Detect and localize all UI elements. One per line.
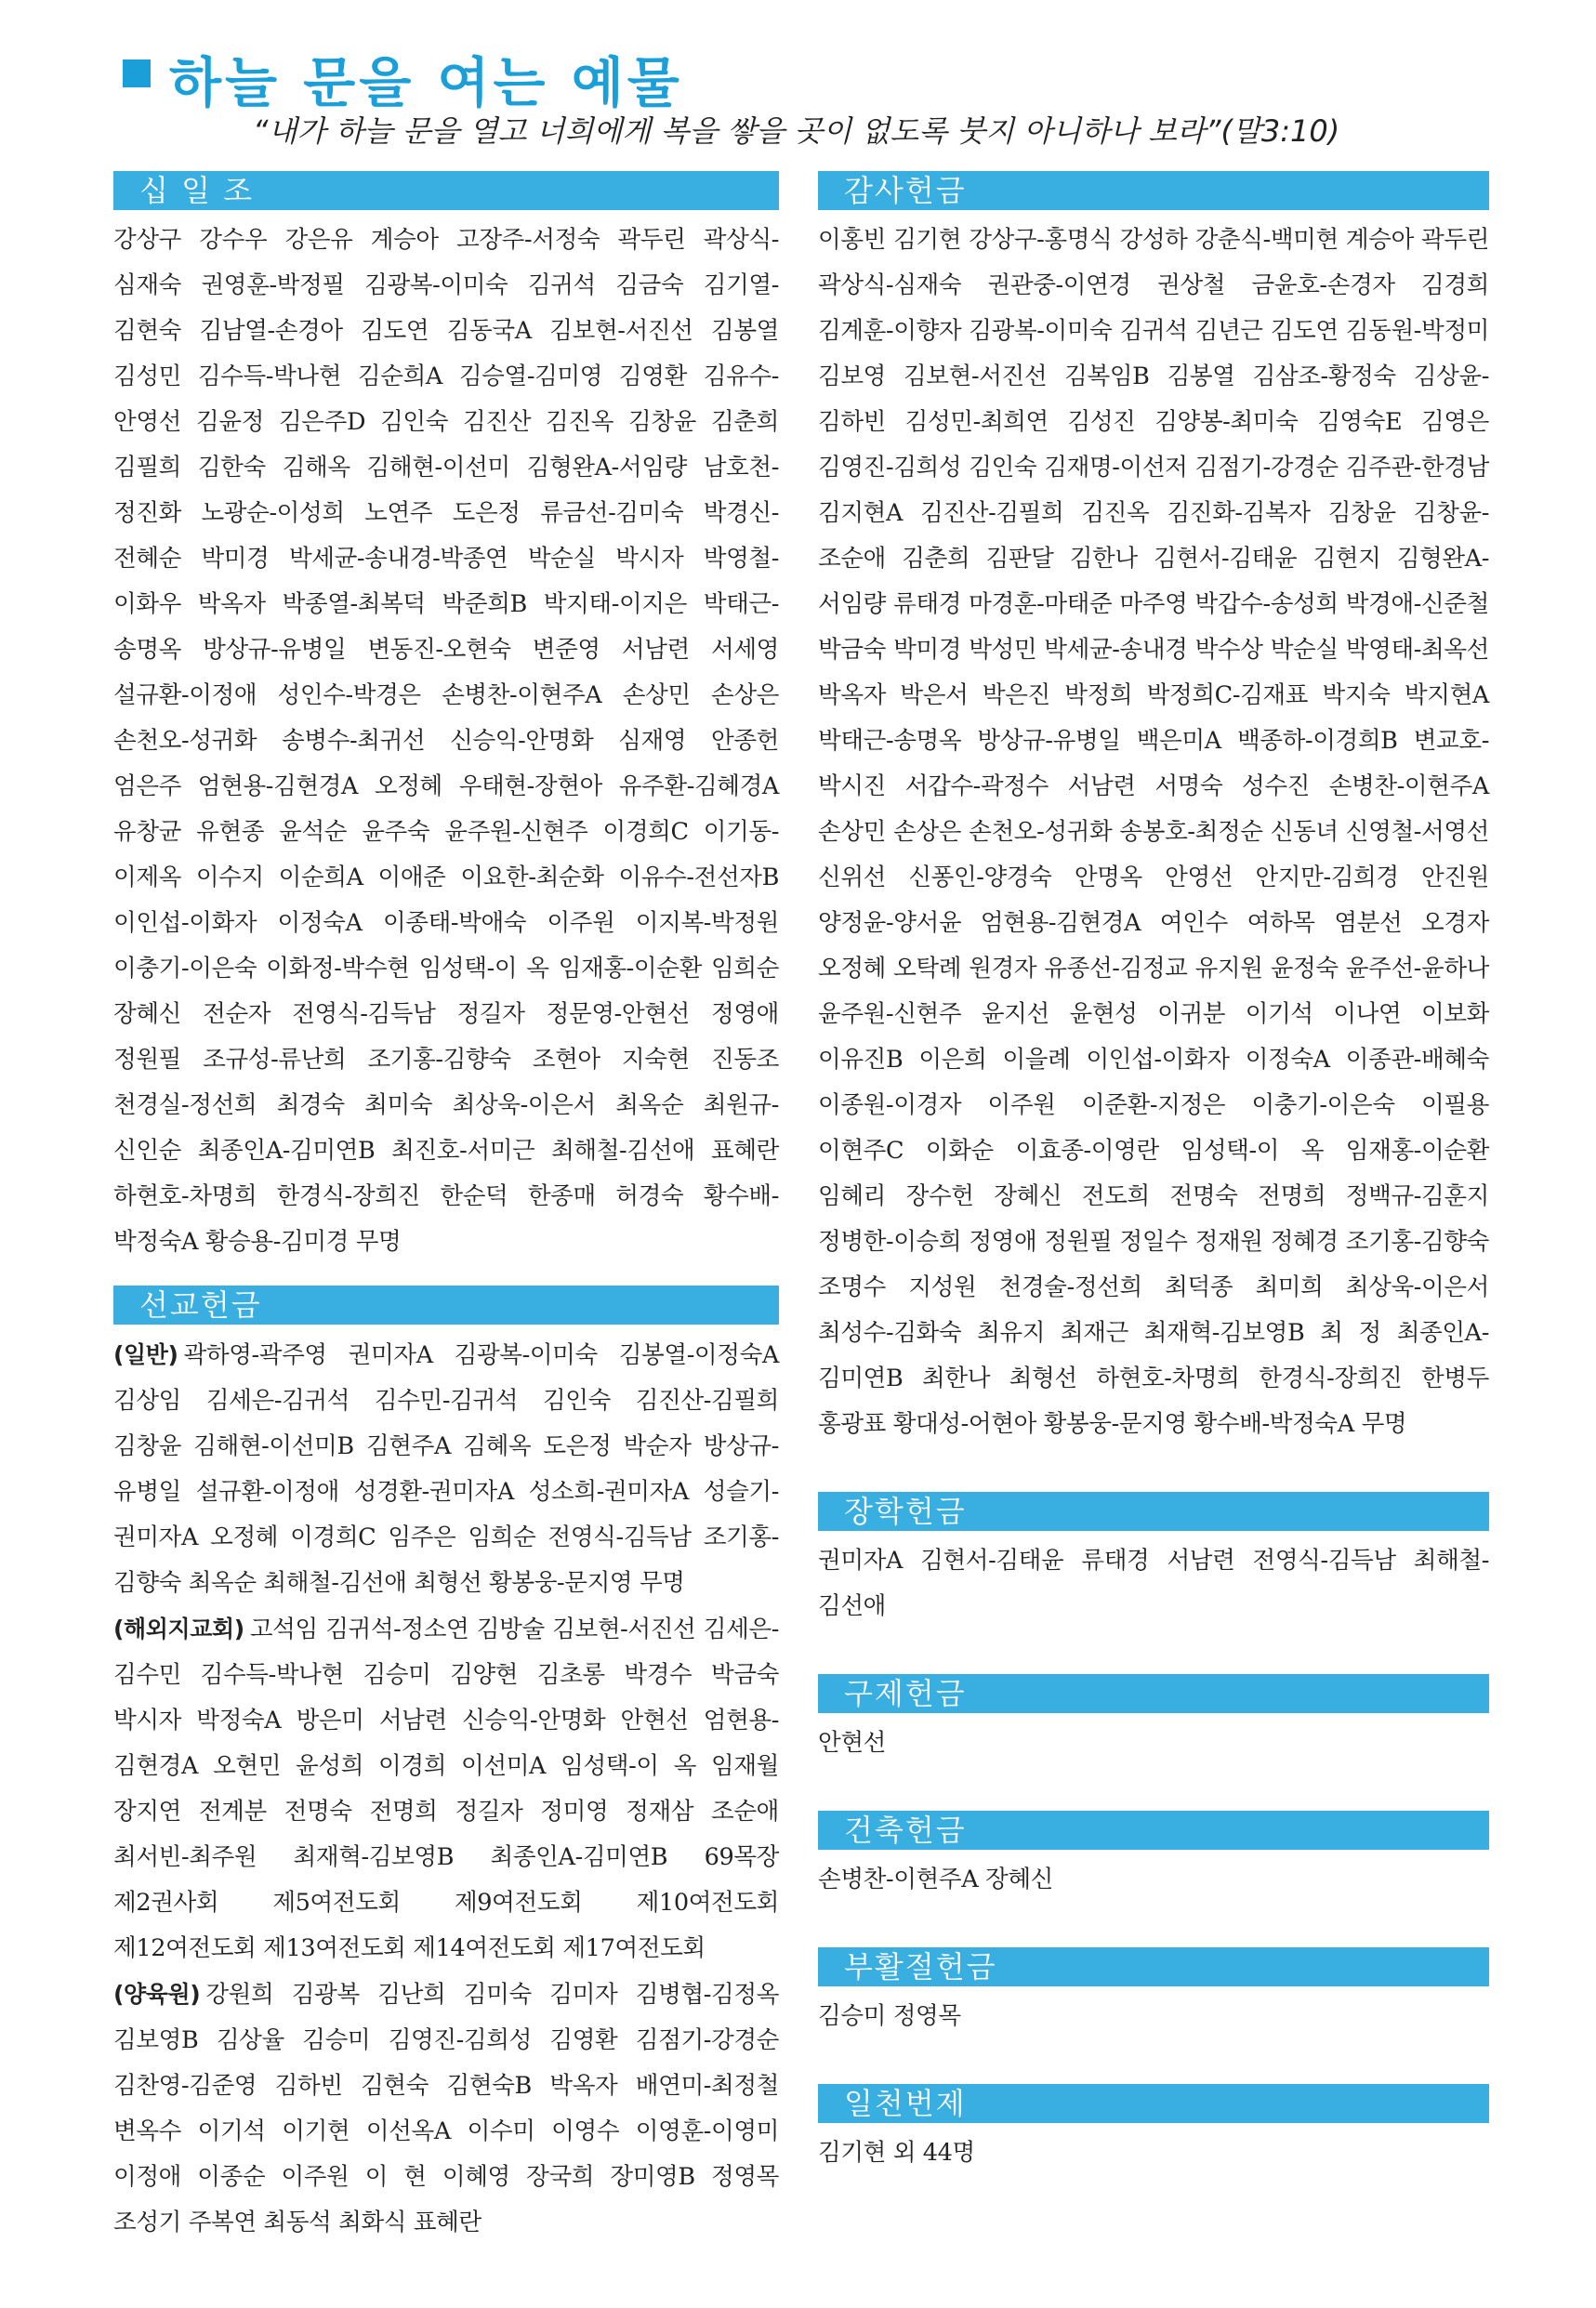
mission-nursing [113, 1972, 779, 2246]
page-title: 하늘 문을 여는 예물 [169, 51, 683, 114]
easter-names: 김승미 정영목 [818, 2002, 961, 2030]
mission-section [113, 1286, 779, 2246]
left-column [113, 171, 779, 2246]
thanks-names: 이홍빈 김기현 강상구-홍명식 강성하 강춘식-백미현 계승아 곽두린 곽상식-심재숙 권관중-이연경 권상철 금윤호-손경자 김경희 김계훈-이향자 김광복-이미숙 김귀석 김년근 김도연 김동원-박정미 김보영 김보현-서진선 김복임B 김봉열 김삼조-황정숙 김상윤-김하빈 김성민-최희연 김성진 김양봉-최미숙 김영숙E 김영은 김영진-김희성 김인숙 김재명-이선저 김점기-강경순 김주관-한경남 김지현A 김진산-김필희 김진옥 김진화-김복자 김창윤 김창윤-조순애 김춘희 김판달 김한나 김현서-김태윤 김현지 김형완A-서임량 류태경 마경훈-마태준 마주영 박갑수-송성희 박경애-신준철 박금숙 박미경 박성민 박세균-송내경 박수상 박순실 박영태-최옥선 박옥자 박은서 박은진 박정희 박정희C-김재표 박지숙 박지현A 박태근-송명옥 방상규-유병일 백은미A 백종하-이경희B 변교호-박시진 서갑수-곽정수 서남련 서명숙 성수진 손병찬-이현주A 손상민 손상은 손천오-성귀화 송봉호-최정순 신동녀 신영철-서영선 신위선 신퐁인-양경숙 안명옥 안영선 안지만-김희경 안진원 양정윤-양서윤 엄현용-김현경A 여인수 여하목 염분선 오경자 오정혜 오탁례 원경자 유종선-김정교 유지원 윤정숙 윤주선-윤하나 윤주원-신현주 윤지선 윤현성 이귀분 이기석 이나연 이보화 이유진B 이은희 이을례 이인섭-이화자 이정숙A 이종관-배혜숙 이종원-이경자 이주원 이준환-지정은 이충기-이은숙 이필용 이현주C 이화순 이효종-이영란 임성택-이 옥 임재홍-이순환 임혜리 장수헌 장혜신 전도희 전명숙 전명희 정백규-김훈지 정병한-이승희 정영애 정원필 정일수 정재원 정혜경 조기홍-김향숙 조명수 지성원 천경술-정선희 최덕종 최미희 최상욱-이은서 최성수-김화숙 최유지 최재근 최재혁-김보영B 최 정 최종인A-김미연B 최한나 최형선 하현호-차명희 한경식-장희진 한병두 홍광표 황대성-어현아 황봉웅-문지영 황수배-박정숙A 무명 [818, 226, 1489, 1438]
mission-header: 선교헌금 [113, 1286, 779, 1325]
scholarship-section [818, 1492, 1489, 1629]
thousand-section [818, 2084, 1489, 2176]
mission-overseas [113, 1606, 779, 1972]
mission-overseas-names: 고석임 김귀석-정소연 김방술 김보현-서진선 김세은-김수민 김수득-박나현 김승미 김양현 김초롱 박경수 박금숙 박시자 박정숙A 방은미 서남련 신승익-안명화 안현선 엄현용-김현경A 오현민 윤성희 이경희 이선미A 임성택-이 옥 임재월 장지연 전계분 전명숙 전명희 정길자 정미영 정재삼 조순애 최서빈-최주원 최재혁-김보영B 최종인A-김미연B 69목장 제2권사회 제5여전도회 제9여전도회 제10여전도회 제12여전도회 제13여전도회 제14여전도회 제17여전도회 [113, 1616, 779, 1962]
easter-section [818, 1947, 1489, 2039]
thousand-names: 김기현 외 44명 [818, 2139, 975, 2167]
thanks-section [818, 171, 1489, 1447]
relief-names: 안현선 [818, 1729, 886, 1757]
scripture-verse: “내가 하늘 문을 열고 너희에게 복을 쌓을 곳이 없도록 붓지 아니하나 보라”(말3:10) [253, 113, 1340, 149]
building-section [818, 1811, 1489, 1903]
building-names: 손병찬-이현주A 장혜신 [818, 1866, 1053, 1893]
thanks-header: 감사헌금 [818, 171, 1489, 210]
mission-general [113, 1332, 779, 1606]
thousand-header: 일천번제 [818, 2084, 1489, 2123]
relief-header: 구제헌금 [818, 1674, 1489, 1713]
easter-header: 부활절헌금 [818, 1947, 1489, 1986]
scholarship-header: 장학헌금 [818, 1492, 1489, 1531]
tithe-section [113, 171, 779, 1265]
tithe-header: 십 일 조 [113, 171, 779, 210]
title-square-icon [123, 59, 151, 87]
mission-overseas-label: (해외지교회) [113, 1616, 244, 1642]
building-header: 건축헌금 [818, 1811, 1489, 1850]
right-column [818, 171, 1489, 2176]
mission-nursing-names: 강원희 김광복 김난희 김미숙 김미자 김병협-김정옥 김보영B 김상율 김승미 김영진-김희성 김영환 김점기-강경순 김찬영-김준영 김하빈 김현숙 김현숙B 박옥자 배연미-최정철 변옥수 이기석 이기현 이선옥A 이수미 이영수 이영훈-이영미 이정애 이종순 이주원 이 현 이혜영 장국희 장미영B 정영목 조성기 주복연 최동석 최화식 표혜란 [113, 1981, 779, 2236]
tithe-names: 강상구 강수우 강은유 계승아 고장주-서정숙 곽두린 곽상식-심재숙 권영훈-박정필 김광복-이미숙 김귀석 김금숙 김기열-김현숙 김남열-손경아 김도연 김동국A 김보현-서진선 김봉열 김성민 김수득-박나현 김순희A 김승열-김미영 김영환 김유수-안영선 김윤정 김은주D 김인숙 김진산 김진옥 김창윤 김춘희 김필희 김한숙 김해옥 김해현-이선미 김형완A-서임량 남호천-정진화 노광순-이성희 노연주 도은정 류금선-김미숙 박경신-전혜순 박미경 박세균-송내경-박종연 박순실 박시자 박영철-이화우 박옥자 박종열-최복덕 박준희B 박지태-이지은 박태근-송명옥 방상규-유병일 변동진-오현숙 변준영 서남련 서세영 설규환-이정애 성인수-박경은 손병찬-이현주A 손상민 손상은 손천오-성귀화 송병수-최귀선 신승익-안명화 심재영 안종헌 엄은주 엄현용-김현경A 오정혜 우태현-장현아 유주환-김혜경A 유창균 유현종 윤석순 윤주숙 윤주원-신현주 이경희C 이기동-이제옥 이수지 이순희A 이애준 이요한-최순화 이유수-전선자B 이인섭-이화자 이정숙A 이종태-박애숙 이주원 이지복-박정원 이충기-이은숙 이화정-박수현 임성택-이 옥 임재홍-이순환 임희순 장혜신 전순자 전영식-김득남 정길자 정문영-안현선 정영애 정원필 조규성-류난희 조기홍-김향숙 조현아 지숙현 진동조 천경실-정선희 최경숙 최미숙 최상욱-이은서 최옥순 최원규-신인순 최종인A-김미연B 최진호-서미근 최해철-김선애 표혜란 하현호-차명희 한경식-장희진 한순덕 한종매 허경숙 황수배-박정숙A 황승용-김미경 무명 [113, 226, 779, 1256]
mission-general-label: (일반) [113, 1341, 178, 1368]
relief-section [818, 1674, 1489, 1766]
mission-nursing-label: (양육원) [113, 1981, 201, 2008]
mission-general-names: 곽하영-곽주영 권미자A 김광복-이미숙 김봉열-이정숙A 김상임 김세은-김귀석 김수민-김귀석 김인숙 김진산-김필희 김창윤 김해현-이선미B 김현주A 김혜옥 도은정 박순자 방상규-유병일 설규환-이정애 성경환-권미자A 성소희-권미자A 성슬기-권미자A 오정혜 이경희C 임주은 임희순 전영식-김득남 조기홍-김향숙 최옥순 최해철-김선애 최형선 황봉웅-문지영 무명 [113, 1341, 779, 1597]
scholarship-names: 권미자A 김현서-김태윤 류태경 서남련 전영식-김득남 최해철-김선애 [818, 1547, 1489, 1620]
